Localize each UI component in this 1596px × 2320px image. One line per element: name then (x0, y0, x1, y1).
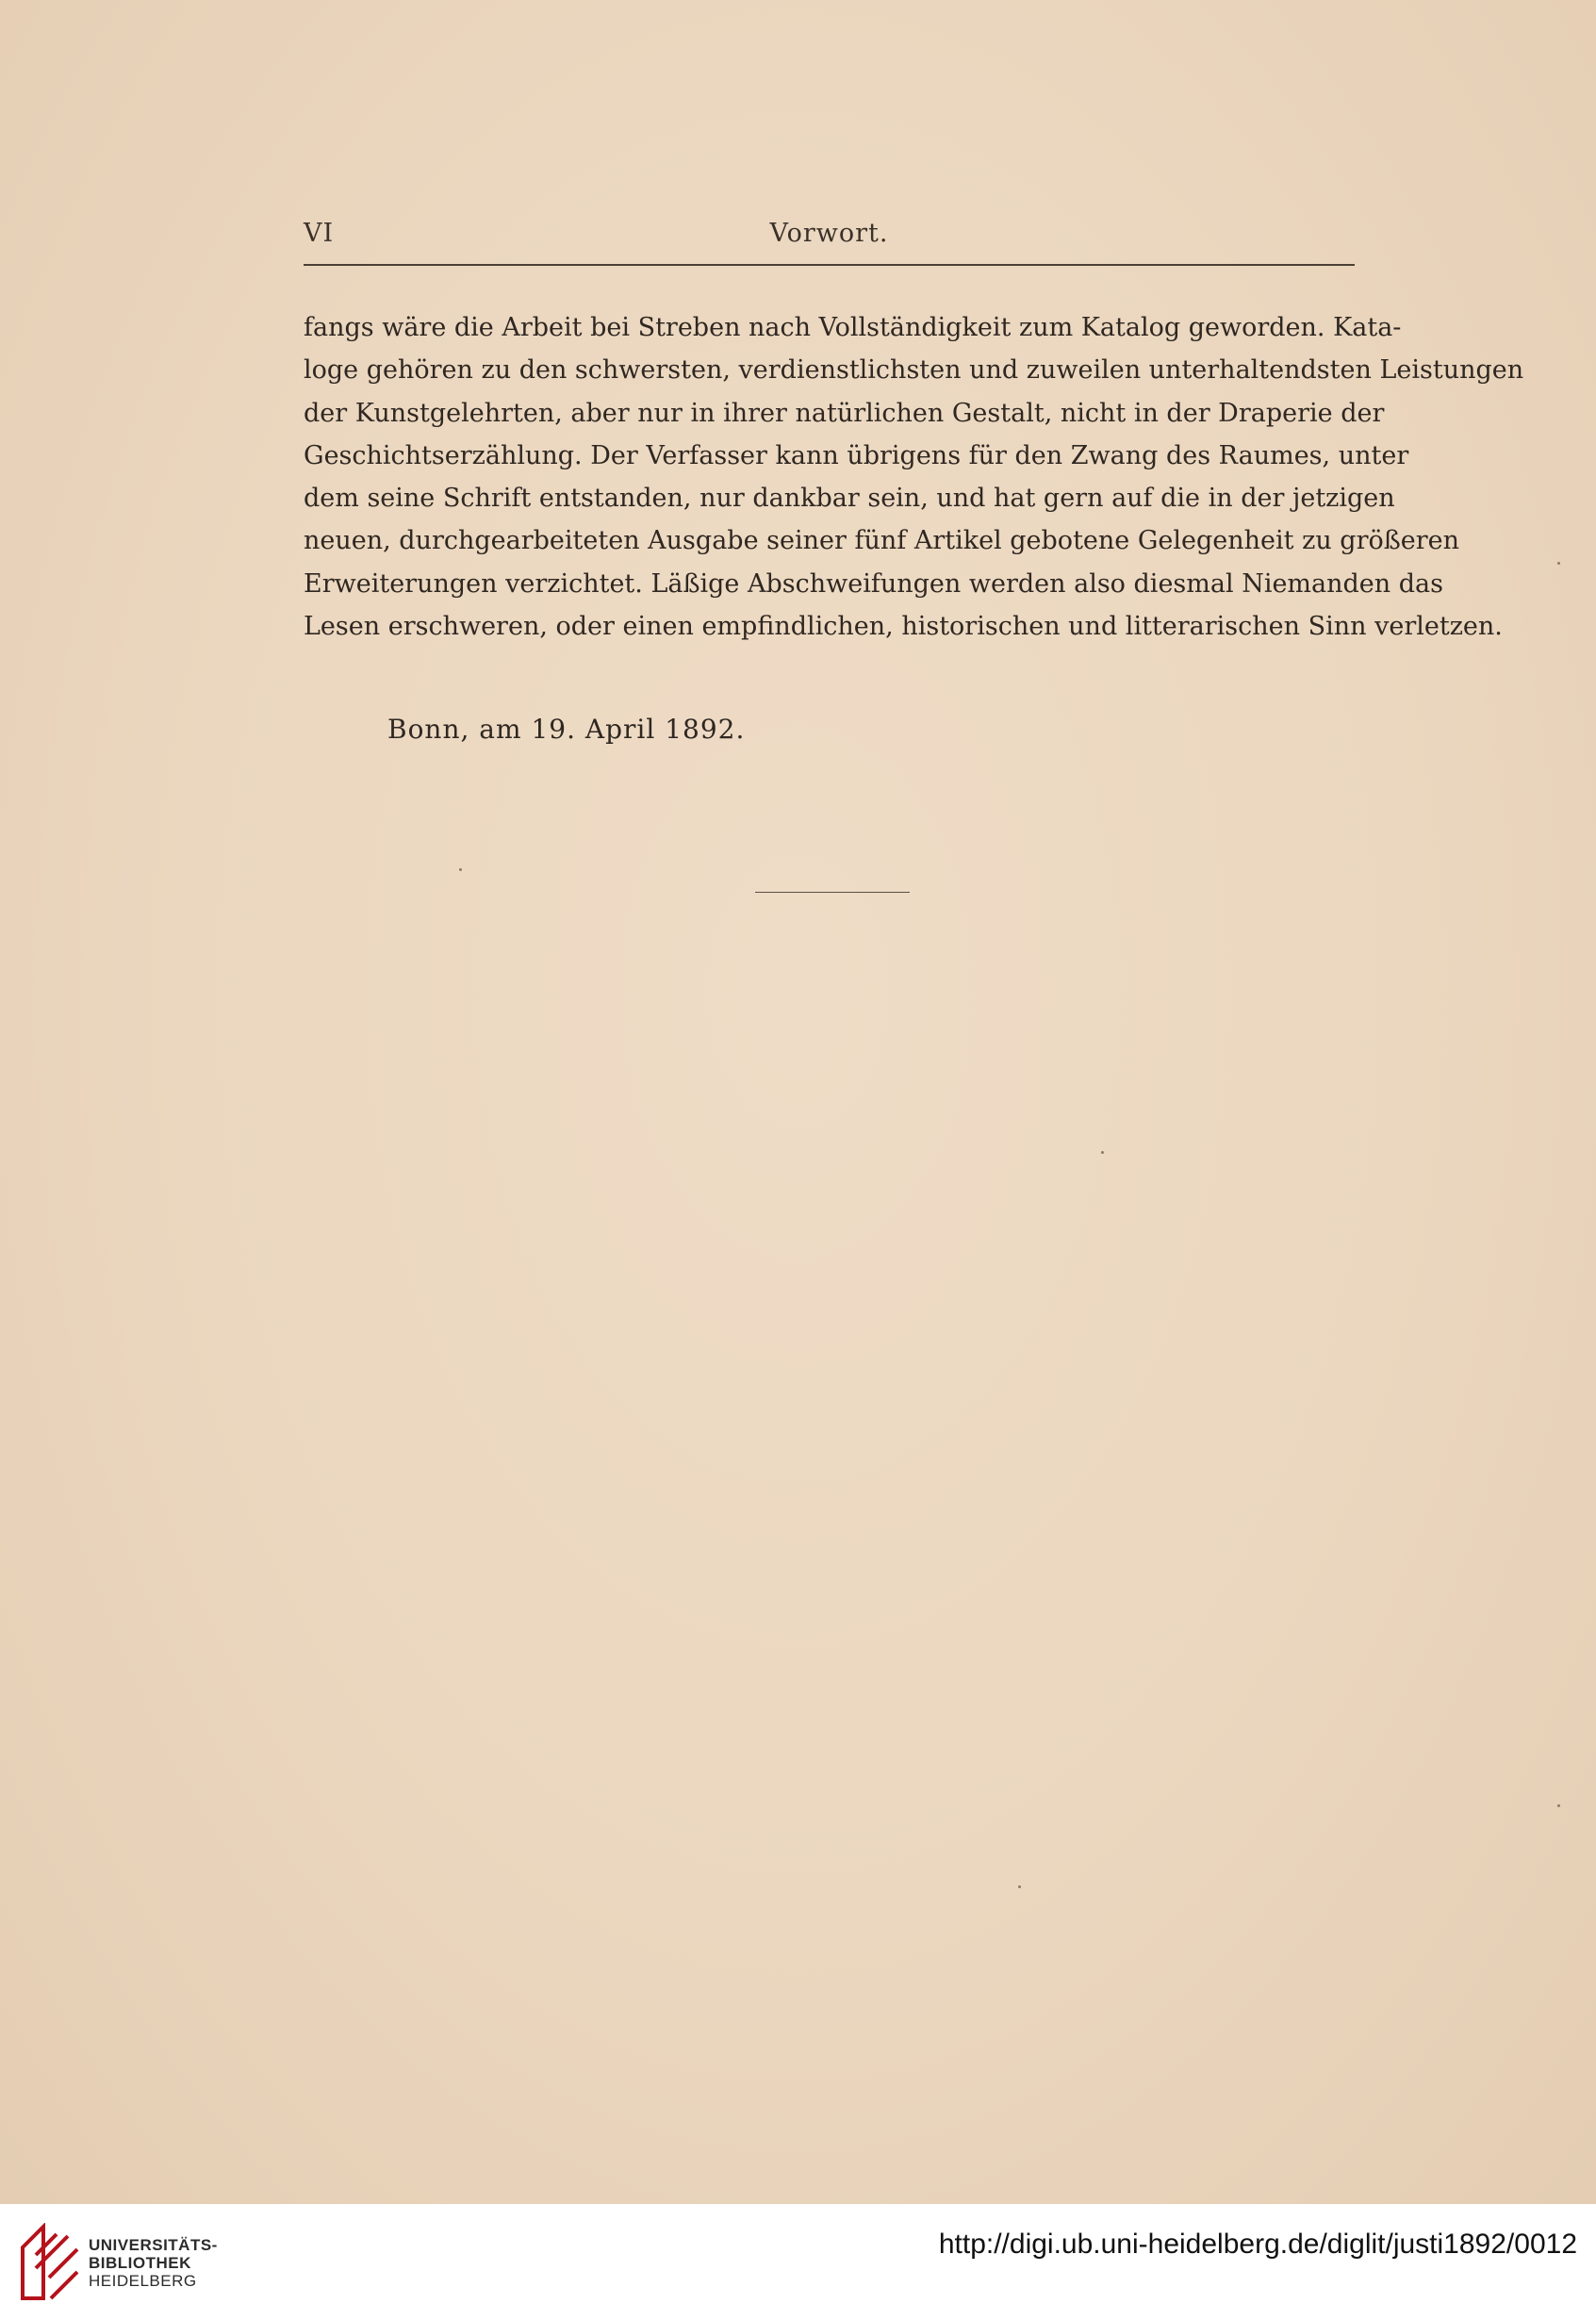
paper-speck (1101, 1151, 1104, 1154)
paper-speck (1557, 562, 1560, 565)
source-url-link[interactable]: http://digi.ub.uni-heidelberg.de/diglit/justi1892/0012 (938, 2229, 1577, 2260)
running-title: Vorwort. (769, 219, 889, 248)
paper-speck (1018, 1885, 1021, 1888)
text-line: Erweiterungen verzichtet. Läßige Abschweifungen werden also diesmal Niemanden das (304, 568, 1443, 599)
library-name (89, 2236, 218, 2290)
library-name-line: UNIVERSITÄTS- (89, 2236, 218, 2254)
signature-dateline: Bonn, am 19. April 1892. (387, 714, 746, 745)
text-line: Geschichtserzählung. Der Verfasser kann übrigens für den Zwang des Raumes, unter (304, 440, 1409, 470)
text-line: loge gehören zu den schwersten, verdienstlichsten und zuweilen unterhaltendsten Leistungen (304, 355, 1524, 386)
library-name-line: BIBLIOTHEK (89, 2254, 191, 2272)
paper-speck (1557, 1804, 1560, 1807)
text-line: der Kunstgelehrten, aber nur in ihrer natürlichen Gestalt, nicht in der Draperie der (304, 398, 1385, 428)
page-header (304, 219, 1355, 256)
page-number: VI (304, 219, 335, 248)
header-rule (304, 264, 1355, 266)
text-line: dem seine Schrift entstanden, nur dankbar sein, und hat gern auf die in der jetzigen (304, 484, 1395, 514)
library-logo-icon (19, 2223, 81, 2302)
text-line: Lesen erschweren, oder einen empfindlichen, historischen und litterarischen Sinn verletzen. (304, 612, 1503, 642)
body-paragraph (304, 306, 1524, 648)
text-line: neuen, durchgearbeiteten Ausgabe seiner fünf Artikel gebotene Gelegenheit zu größeren (304, 526, 1460, 556)
text-line: fangs wäre die Arbeit bei Streben nach Vollständigkeit zum Katalog geworden. Kata- (304, 313, 1402, 342)
paper-speck (459, 868, 462, 871)
footer-bar (0, 2204, 1596, 2320)
end-rule (755, 892, 910, 893)
library-name-line: HEIDELBERG (89, 2272, 197, 2290)
